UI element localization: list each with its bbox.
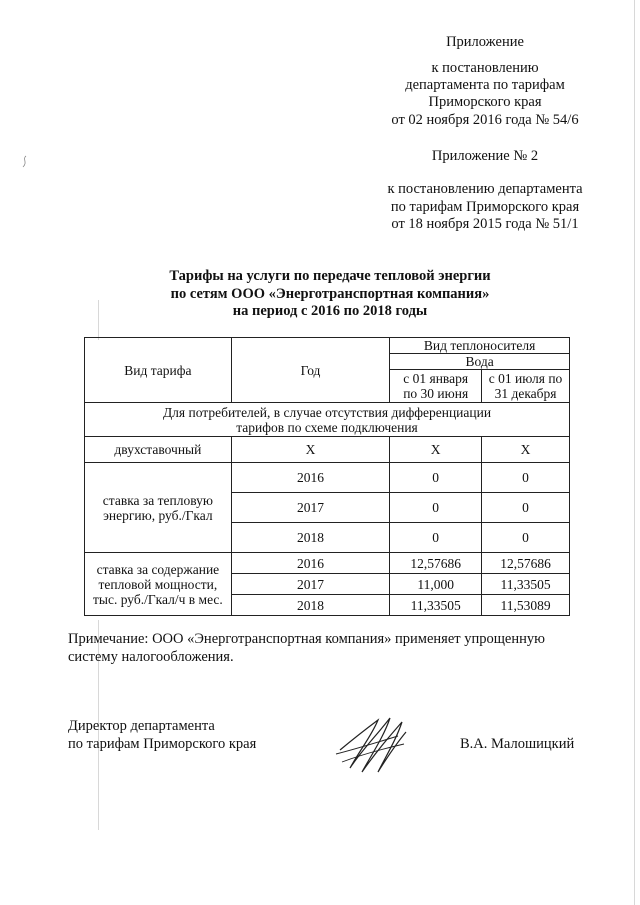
signatory-position-line1: Директор департамента — [68, 718, 215, 734]
note-line1: Примечание: ООО «Энерготранспортная компания» применяет упрощенную — [68, 631, 545, 647]
appendix2-line3: от 18 ноября 2015 года № 51/1 — [391, 216, 579, 232]
two-part-h1: X — [390, 437, 482, 463]
capacity-h2: 11,33505 — [482, 574, 570, 595]
appendix2-line1: к постановлению департамента — [387, 181, 583, 197]
header-half2 — [482, 370, 570, 403]
header-half1 — [390, 370, 482, 403]
energy-label — [85, 463, 232, 553]
section-title-line2: тарифов по схеме подключения — [236, 419, 418, 435]
table-row — [85, 463, 570, 493]
doc-title-line2: по сетям ООО «Энерготранспортная компания» — [170, 286, 490, 302]
capacity-year: 2017 — [231, 574, 389, 595]
energy-h2: 0 — [482, 523, 570, 553]
capacity-h2: 12,57686 — [482, 553, 570, 574]
energy-h1: 0 — [390, 523, 482, 553]
appendix2-title: Приложение № 2 — [431, 148, 539, 164]
table-row — [85, 437, 570, 463]
header-water: Вода — [390, 354, 570, 370]
capacity-year: 2018 — [231, 595, 389, 616]
header-carrier: Вид теплоносителя — [390, 338, 570, 354]
energy-label-line2: энергию, руб./Гкал — [103, 507, 213, 523]
capacity-label-line1: ставка за содержание — [96, 561, 220, 577]
capacity-h1: 12,57686 — [390, 553, 482, 574]
signatory-position-line2: по тарифам Приморского края — [68, 736, 257, 752]
appendix1-line3: Приморского края — [428, 94, 542, 110]
appendix2-line2: по тарифам Приморского края — [390, 199, 580, 215]
energy-h2: 0 — [482, 463, 570, 493]
margin-mark — [20, 155, 30, 169]
appendix1-line1: к постановлению — [431, 60, 539, 76]
energy-h1: 0 — [390, 463, 482, 493]
doc-title-line1: Тарифы на услуги по передаче тепловой энергии — [169, 268, 491, 284]
capacity-h1: 11,33505 — [390, 595, 482, 616]
header-half1-line1: с 01 января — [403, 371, 469, 386]
energy-year: 2017 — [231, 493, 389, 523]
capacity-h2: 11,53089 — [482, 595, 570, 616]
header-half2-line1: с 01 июля по — [488, 371, 563, 386]
energy-year: 2018 — [231, 523, 389, 553]
note-line2: систему налогообложения. — [68, 649, 234, 665]
section-title-line1: Для потребителей, в случае отсутствия дифференциации — [162, 404, 492, 420]
energy-label-line1: ставка за тепловую — [102, 492, 213, 508]
capacity-label-line2: тепловой мощности, — [98, 576, 218, 592]
tariff-table — [84, 337, 570, 616]
capacity-label-line3: тыс. руб./Гкал/ч в мес. — [93, 591, 223, 607]
appendix1-title: Приложение — [446, 34, 524, 50]
two-part-year: X — [231, 437, 389, 463]
scan-edge-line — [634, 0, 635, 905]
capacity-year: 2016 — [231, 553, 389, 574]
two-part-label: двухставочный — [85, 437, 232, 463]
section-title — [85, 403, 570, 437]
header-half2-line2: 31 декабря — [494, 386, 557, 401]
appendix1-line4: от 02 ноября 2016 года № 54/6 — [391, 112, 579, 128]
header-year: Год — [231, 338, 389, 403]
doc-title-line3: на период с 2016 по 2018 годы — [232, 303, 428, 319]
appendix1-line2: департамента по тарифам — [405, 77, 565, 93]
header-half1-line2: по 30 июня — [403, 386, 469, 401]
signatory-name: В.А. Малошицкий — [460, 736, 575, 752]
capacity-h1: 11,000 — [390, 574, 482, 595]
energy-year: 2016 — [231, 463, 389, 493]
table-row — [85, 553, 570, 574]
capacity-label — [85, 553, 232, 616]
energy-h2: 0 — [482, 493, 570, 523]
energy-h1: 0 — [390, 493, 482, 523]
two-part-h2: X — [482, 437, 570, 463]
header-tariff-type: Вид тарифа — [85, 338, 232, 403]
handwritten-signature — [332, 710, 412, 780]
